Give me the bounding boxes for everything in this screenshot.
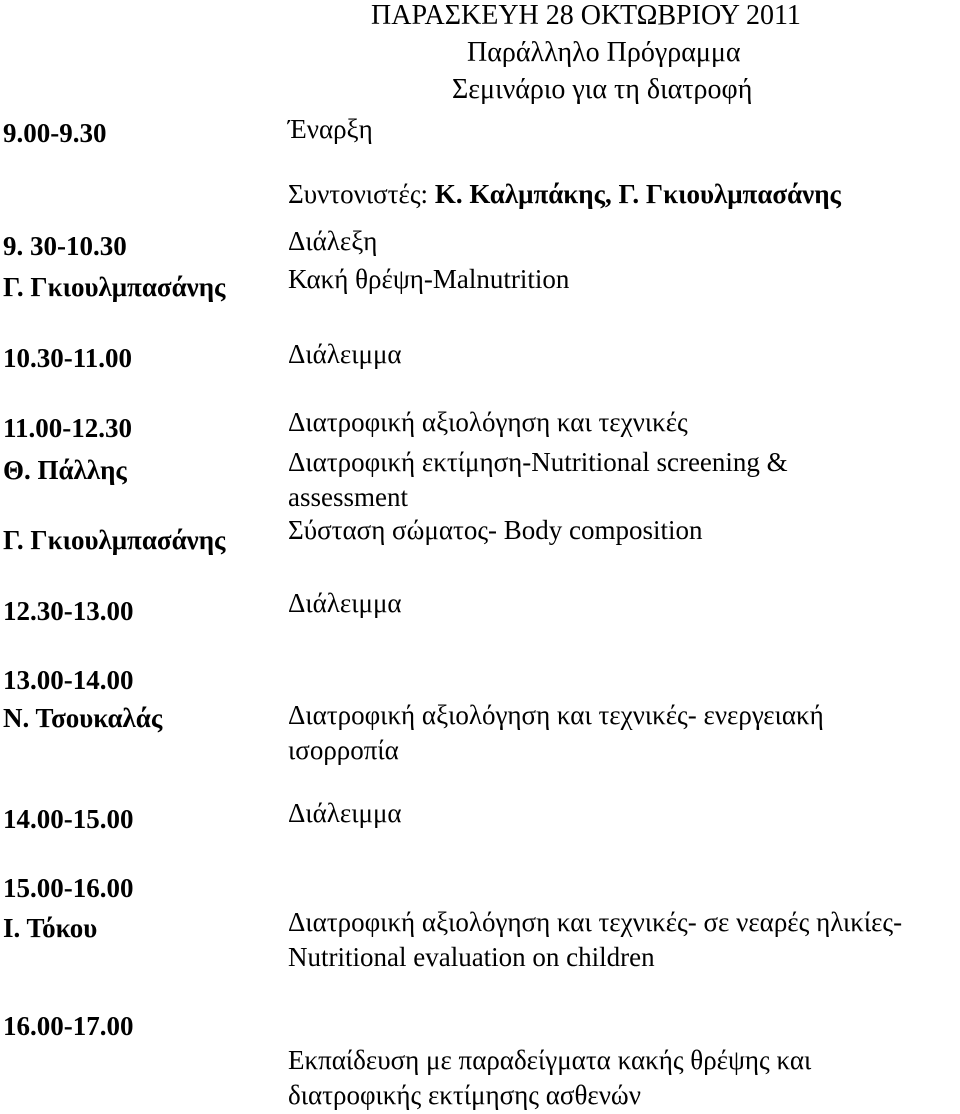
speaker-name: Γ. Γκιουλμπασάνης [3, 525, 226, 555]
time-slot: 10.30-11.00 [3, 343, 133, 373]
time-slot: 15.00-16.00 [3, 873, 134, 903]
program-title: Παράλληλο Πρόγραμμα [467, 37, 741, 68]
session-topic: Κακή θρέψη-Malnutrition [288, 264, 570, 294]
time-slot: 14.00-15.00 [3, 804, 134, 834]
session-title: Διατροφική αξιολόγηση και τεχνικές- σε νεαρές ηλικίες- [288, 907, 903, 937]
speaker-name: Γ. Γκιουλμπασάνης [3, 272, 226, 302]
break-label: Διάλειμμα [288, 339, 402, 369]
session-title: Διάλεξη [288, 226, 378, 256]
speaker-name: Ν. Τσουκαλάς [3, 703, 163, 733]
coordinators [288, 181, 841, 208]
schedule-date: ΠΑΡΑΣΚΕΥΗ 28 ΟΚΤΩΒΡΙΟΥ 2011 [371, 0, 801, 31]
session-topic-continued: assessment [288, 482, 408, 512]
time-slot: 11.00-12.30 [3, 413, 133, 443]
speaker-name: Θ. Πάλλης [3, 455, 127, 485]
session-title-continued: ισορροπία [288, 735, 399, 765]
seminar-title: Σεμινάριο για τη διατροφή [452, 74, 753, 105]
session-title: Εκπαίδευση με παραδείγματα κακής θρέψης και [288, 1045, 812, 1075]
session-title-continued: διατροφικής εκτίμησης ασθενών [288, 1080, 641, 1110]
session-title: Διατροφική αξιολόγηση και τεχνικές [288, 407, 688, 437]
time-slot: 9.00-9.30 [3, 118, 107, 148]
coordinators-names: Κ. Καλμπάκης, Γ. Γκιουλμπασάνης [434, 179, 841, 209]
time-slot: 16.00-17.00 [3, 1011, 134, 1041]
session-title: Έναρξη [288, 114, 373, 144]
session-topic: Σύσταση σώματος- Body composition [288, 515, 703, 545]
session-title-continued: Nutritional evaluation on children [288, 942, 655, 972]
coordinators-label: Συντονιστές: [288, 179, 429, 209]
break-label: Διάλειμμα [288, 588, 402, 618]
session-topic: Διατροφική εκτίμηση-Nutritional screening & [288, 447, 788, 477]
speaker-name: Ι. Τόκου [3, 913, 98, 943]
break-label: Διάλειμμα [288, 798, 402, 828]
time-slot: 12.30-13.00 [3, 596, 134, 626]
session-title: Διατροφική αξιολόγηση και τεχνικές- ενεργειακή [288, 700, 824, 730]
time-slot: 9. 30-10.30 [3, 231, 127, 261]
time-slot: 13.00-14.00 [3, 665, 134, 695]
